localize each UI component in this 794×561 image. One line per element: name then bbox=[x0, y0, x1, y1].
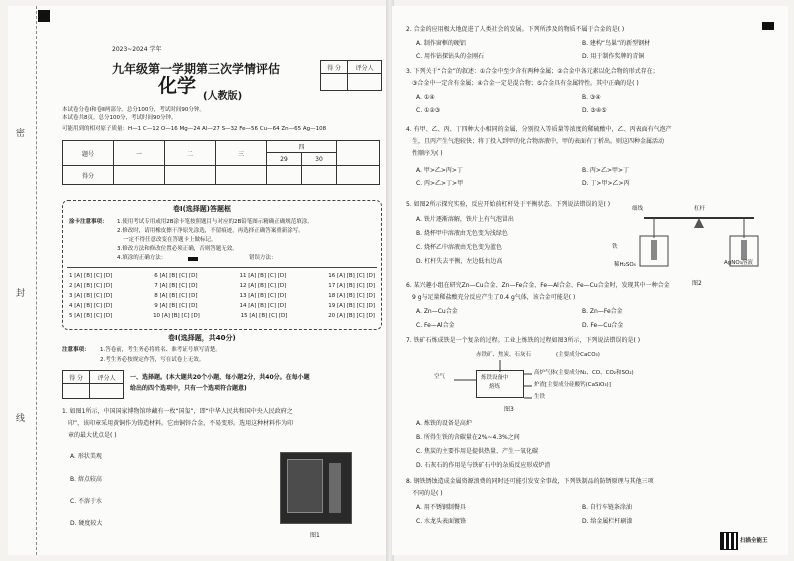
subheader-29: 29 bbox=[267, 153, 302, 166]
answer-item[interactable]: 18 [A] [B] [C] [D] bbox=[328, 293, 375, 299]
answer-item[interactable]: 5 [A] [B] [C] [D] bbox=[69, 313, 113, 319]
answer-item[interactable]: 14 [A] [B] [C] [D] bbox=[239, 303, 287, 309]
q3-option-c[interactable]: C. ①②③ bbox=[416, 107, 441, 114]
q4-option-a[interactable]: A. 甲>乙>丙>丁 bbox=[416, 167, 463, 174]
notice-line-1: 1.答卷前，考生务必将姓名、准考证号填写清楚。 bbox=[100, 347, 221, 353]
q4-text: 4. 有甲、乙、丙、丁四种大小相同的金属，分别投入等质量等浓度的稀硫酸中，乙、丙表面有气泡产 bbox=[406, 126, 672, 133]
q5-option-b[interactable]: B. 烧杯甲中溶液由无色变为浅绿色 bbox=[416, 230, 508, 237]
watermark-label: 扫描全能王 bbox=[740, 538, 768, 544]
answer-item[interactable]: 17 [A] [B] [C] [D] bbox=[328, 283, 375, 289]
row-score-label: 得分 bbox=[63, 166, 114, 185]
answer-item[interactable]: 8 [A] [B] [C] [D] bbox=[154, 293, 198, 299]
fig3-input: 赤铁矿、焦炭、石灰石 bbox=[476, 352, 532, 358]
q8-text: 8. 钢铁锈蚀造成金属资源浪费的同时还可能引发安全事故，下列铁制品的防锈原理与其他三项 bbox=[406, 478, 654, 485]
q6-option-d[interactable]: D. Fe—Cu合金 bbox=[582, 322, 624, 329]
fig2-right-solution: AgNO₃溶液 bbox=[724, 260, 753, 266]
q7-option-c[interactable]: C. 焦炭的主要作用是提供热量、产生一氧化碳 bbox=[416, 448, 539, 455]
answer-item[interactable]: 9 [A] [B] [C] [D] bbox=[154, 303, 198, 309]
q1-line-3: 章的最大优点是( ) bbox=[68, 432, 117, 439]
score-label: 得 分 bbox=[321, 61, 348, 74]
fig2-wire-label: 细线 bbox=[632, 206, 644, 212]
q2-option-a[interactable]: A. 制作窗框的硬铝 bbox=[416, 40, 466, 47]
atomic-masses: 可能用到的相对原子质量：H—1 C—12 O—16 Mg—24 Al—27 S—32 Fe—56 Cu—64 Zn—65 Ag—108 bbox=[62, 126, 327, 132]
score-cell-total[interactable] bbox=[337, 166, 380, 185]
fig1-caption: 图1 bbox=[310, 532, 320, 539]
q2-option-d[interactable]: D. 用于制作奖牌的青铜 bbox=[582, 53, 645, 60]
answer-item[interactable]: 19 [A] [B] [C] [D] bbox=[328, 303, 375, 309]
iron-plate-left bbox=[651, 240, 657, 260]
exam-title: 九年级第一学期第三次学情评估 bbox=[112, 62, 281, 76]
fig2-lever-diagram bbox=[624, 204, 774, 280]
answer-item[interactable]: 13 [A] [B] [C] [D] bbox=[239, 293, 287, 299]
answer-card-note-5: 4.填涂的正确方法： bbox=[117, 255, 167, 261]
answer-item[interactable]: 11 [A] [B] [C] [D] bbox=[239, 273, 287, 279]
q1-option-a[interactable]: A. 形状美观 bbox=[70, 453, 102, 460]
fig3-caption: 图3 bbox=[504, 406, 514, 413]
q8-option-a[interactable]: A. 用不锈钢制餐具 bbox=[416, 504, 466, 511]
binding-char-feng: 封 bbox=[16, 289, 26, 299]
q1-option-b[interactable]: B. 熔点较高 bbox=[70, 476, 102, 483]
q3-text: 3. 下列关于“合金”的叙述：①合金中至少含有两种金属；②合金中各元素以化合物的形式存在； bbox=[406, 68, 659, 75]
fig3-air: 空气 bbox=[434, 374, 446, 380]
section-grader-label: 评分人 bbox=[90, 371, 124, 384]
header-part-2: 二 bbox=[165, 141, 216, 166]
header-part-3: 三 bbox=[216, 141, 267, 166]
answer-item[interactable]: 12 [A] [B] [C] [D] bbox=[239, 283, 287, 289]
q2-text: 2. 合金的应用极大地促进了人类社会的发展。下列所涉及的物质不属于合金的是( ) bbox=[406, 26, 625, 33]
score-cell-4a[interactable] bbox=[267, 166, 302, 185]
answer-item[interactable]: 7 [A] [B] [C] [D] bbox=[154, 283, 198, 289]
answer-row bbox=[69, 303, 375, 313]
q4-text-cont2: 性顺序为( ) bbox=[412, 150, 443, 157]
subheader-30: 30 bbox=[302, 153, 337, 166]
answer-item[interactable]: 4 [A] [B] [C] [D] bbox=[69, 303, 113, 309]
right-page bbox=[392, 6, 788, 555]
alignment-marker-right bbox=[762, 22, 774, 30]
q5-option-c[interactable]: C. 烧杯乙中溶液由无色变为蓝色 bbox=[416, 244, 503, 251]
fig3-output-gas: 高炉气体(主要成分N₂、CO、CO₂和SO₂) bbox=[534, 370, 634, 376]
score-summary-table bbox=[62, 140, 380, 185]
lever-fulcrum bbox=[694, 218, 704, 228]
grader-label: 评分人 bbox=[348, 61, 382, 74]
answer-card-title: 卷Ⅰ(选择题)答题框 bbox=[173, 205, 232, 213]
answer-item[interactable]: 10 [A] [B] [C] [D] bbox=[153, 313, 200, 319]
fig3-furnace-label: 炼铁设备中 bbox=[481, 375, 509, 381]
instruction-line-2: 本试卷共8页。总分100分，考试时间90分钟。 bbox=[62, 115, 177, 121]
q8-option-c[interactable]: C. 水龙头表面镀铬 bbox=[416, 518, 467, 525]
q6-option-a[interactable]: A. Zn—Cu合金 bbox=[416, 308, 458, 315]
fig3-furnace-box bbox=[476, 370, 524, 398]
q6-option-c[interactable]: C. Fe—Al合金 bbox=[416, 322, 455, 329]
grader-cell[interactable] bbox=[348, 74, 382, 91]
answer-row bbox=[69, 293, 375, 303]
answer-item[interactable]: 20 [A] [B] [C] [D] bbox=[328, 313, 375, 319]
answer-item[interactable]: 15 [A] [B] [C] [D] bbox=[240, 313, 288, 319]
q1-option-c[interactable]: C. 不溶于水 bbox=[70, 498, 103, 505]
answer-card-notes-label: 涂卡注意事项： bbox=[69, 219, 108, 225]
q5-option-a[interactable]: A. 铁片逐渐溶解，铁片上有气泡冒出 bbox=[416, 216, 514, 223]
section-grader-cell[interactable] bbox=[90, 384, 124, 399]
answer-row bbox=[69, 273, 375, 283]
answer-card-note-1: 1.使用考试专用或用2B涂卡笔按照题目与对应的2B铅笔图示精确正确规范填涂。 bbox=[117, 219, 313, 225]
binding-char-xian: 线 bbox=[16, 414, 26, 424]
alignment-marker bbox=[38, 10, 50, 22]
score-cell[interactable] bbox=[321, 74, 348, 91]
answer-row bbox=[69, 283, 375, 293]
answer-item[interactable]: 3 [A] [B] [C] [D] bbox=[69, 293, 113, 299]
q5-text: 5. 如图2所示探究实验，反应开始前杠杆处于平衡状态。下列说法错误的是( ) bbox=[406, 201, 611, 208]
fig2-iron-label: 铁 bbox=[612, 244, 618, 250]
left-page bbox=[8, 6, 388, 555]
q7-option-a[interactable]: A. 炼铁的设备是高炉 bbox=[416, 420, 472, 427]
answer-item[interactable]: 2 [A] [B] [C] [D] bbox=[69, 283, 113, 289]
section-score-label: 得 分 bbox=[63, 371, 90, 384]
answer-card-note-3: 一定不得任意改变在答题卡上做标记。 bbox=[123, 237, 217, 243]
q6-text: 6. 某兴趣小组在研究Zn—Cu合金、Zn—Fe合金、Fe—Al合金、Fe—Cu合金时，发现其中一种合金 bbox=[406, 282, 670, 289]
q1-line-1: 1. 如图1所示，中国国家博物馆珍藏有一枚“国玺”，即“中华人民共和国中央人民政府之 bbox=[62, 408, 293, 415]
part1-title: 卷Ⅰ(选择题，共40分) bbox=[168, 334, 236, 342]
subject-title: 化学 bbox=[158, 75, 197, 97]
fig3-output-slag: 炉渣[主要成分硅酸钙(CaSiO₃)] bbox=[534, 382, 611, 388]
fig2-left-solution: 稀H₂SO₄ bbox=[614, 262, 636, 268]
seal-face-image bbox=[287, 459, 323, 513]
q7-option-d[interactable]: D. 石灰石的作用是与铁矿石中的杂质反应形成炉渣 bbox=[416, 462, 551, 469]
fig3-furnace-label-2: 熔炼 bbox=[489, 384, 501, 390]
answer-item[interactable]: 6 [A] [B] [C] [D] bbox=[154, 273, 198, 279]
header-part-1: 一 bbox=[114, 141, 165, 166]
q3-option-b[interactable]: B. ③④ bbox=[582, 94, 601, 101]
header-score-box bbox=[320, 60, 382, 91]
correct-fill-example bbox=[188, 257, 198, 261]
q4-option-c[interactable]: C. 丙>乙>丁>甲 bbox=[416, 180, 464, 187]
q8-option-d[interactable]: D. 给金属栏杆刷漆 bbox=[582, 518, 633, 525]
q6-text-cont: 9 g与足量稀盐酸充分反应产生了0.4 g气体，该合金可能是( ) bbox=[412, 294, 576, 301]
score-cell-4b[interactable] bbox=[302, 166, 337, 185]
answer-item[interactable]: 16 [A] [B] [C] [D] bbox=[328, 273, 375, 279]
header-part-4: 四 bbox=[267, 141, 337, 153]
score-cell-1[interactable] bbox=[114, 166, 165, 185]
q4-option-d[interactable]: D. 丁>甲>乙>丙 bbox=[582, 180, 630, 187]
q3-text-cont: ③合金中一定含有金属；④合金一定是混合物；⑤合金具有金属特性。其中正确的是( ) bbox=[412, 80, 639, 87]
score-cell-2[interactable] bbox=[165, 166, 216, 185]
section1-heading-cont: 给出的四个选项中，只有一个选项符合题意) bbox=[130, 385, 247, 392]
answer-card-note-4: 3.修改方法和修改位置必须正确，否则答题无效。 bbox=[117, 246, 238, 252]
notice-line-2: 2.考生务必按规定作答，写在试卷上无效。 bbox=[100, 357, 205, 363]
instruction-line-1: 本试卷分卷Ⅰ和卷Ⅱ两部分。总分100分，考试时间90分钟。 bbox=[62, 107, 205, 113]
qr-code-icon bbox=[720, 532, 738, 550]
binding-strip bbox=[8, 6, 37, 555]
q7-option-b[interactable]: B. 所得生铁的含碳量在2%~4.3%之间 bbox=[416, 434, 520, 441]
q7-text: 7. 铁矿石炼成铁是一个复杂的过程。工业上炼铁的过程如图3所示，下列说法错误的是( ) bbox=[406, 337, 641, 344]
q3-option-a[interactable]: A. ①④ bbox=[416, 94, 435, 101]
score-cell-3[interactable] bbox=[216, 166, 267, 185]
q2-option-c[interactable]: C. 用作钻探钻头的金刚石 bbox=[416, 53, 485, 60]
q4-option-b[interactable]: B. 丙>乙>甲>丁 bbox=[582, 167, 630, 174]
section-score-box bbox=[62, 370, 124, 399]
wrong-method-label: 错误方法： bbox=[249, 255, 277, 261]
binding-char-mi: 密 bbox=[16, 129, 26, 139]
answer-item[interactable]: 1 [A] [B] [C] [D] bbox=[69, 273, 113, 279]
q6-option-b[interactable]: B. Zn—Fe合金 bbox=[582, 308, 623, 315]
q4-text-cont: 生，且丙产生气泡较快；将丁投入到甲的化合物溶液中，甲的表面有丁析出。则这四种金属活动 bbox=[412, 138, 665, 145]
iron-plate-right bbox=[741, 240, 747, 260]
q2-option-b[interactable]: B. 建构“鸟巢”的新型钢材 bbox=[582, 40, 651, 47]
q3-option-d[interactable]: D. ③④⑤ bbox=[582, 107, 607, 114]
fig3-input-note: (主要成分CaCO₃) bbox=[556, 352, 600, 358]
section-score-cell[interactable] bbox=[63, 384, 90, 399]
q5-option-d[interactable]: D. 杠杆失去平衡，左边低右边高 bbox=[416, 258, 503, 265]
answer-card-note-2: 2.修改时，请用橡皮擦干净原先涂选，不留痕迹，再选择正确答案重新涂写。 bbox=[117, 228, 304, 234]
answer-row bbox=[69, 313, 375, 323]
section1-heading: 一、选择题。(本大题共20个小题，每小题2分，共40分。在每小题 bbox=[130, 374, 310, 381]
answer-card bbox=[62, 200, 382, 330]
q1-option-d[interactable]: D. 硬度较大 bbox=[70, 520, 103, 527]
fig1-seal-image bbox=[280, 452, 352, 524]
edition-label: (人教版) bbox=[203, 91, 243, 102]
notice-label: 注意事项： bbox=[62, 347, 90, 353]
school-year: 2023~2024 学年 bbox=[112, 46, 162, 53]
q8-option-b[interactable]: B. 自行车链条涂油 bbox=[582, 504, 632, 511]
q8-text-cont: 不同的是( ) bbox=[412, 490, 443, 497]
q1-line-2: 印”，该印章采用黄铜作为铸造材料。它由铜锌合金，不易变形。选用这种材料作为印 bbox=[68, 420, 294, 427]
fig2-lever-label: 杠杆 bbox=[694, 206, 706, 212]
fig3-output-iron: 生铁 bbox=[534, 394, 546, 400]
header-question-no: 题号 bbox=[63, 141, 114, 166]
answer-card-divider bbox=[67, 267, 377, 268]
fig2-caption: 图2 bbox=[692, 280, 702, 287]
header-total bbox=[337, 141, 380, 166]
answer-bubble-grid bbox=[69, 273, 375, 323]
seal-handle-image bbox=[329, 463, 341, 513]
